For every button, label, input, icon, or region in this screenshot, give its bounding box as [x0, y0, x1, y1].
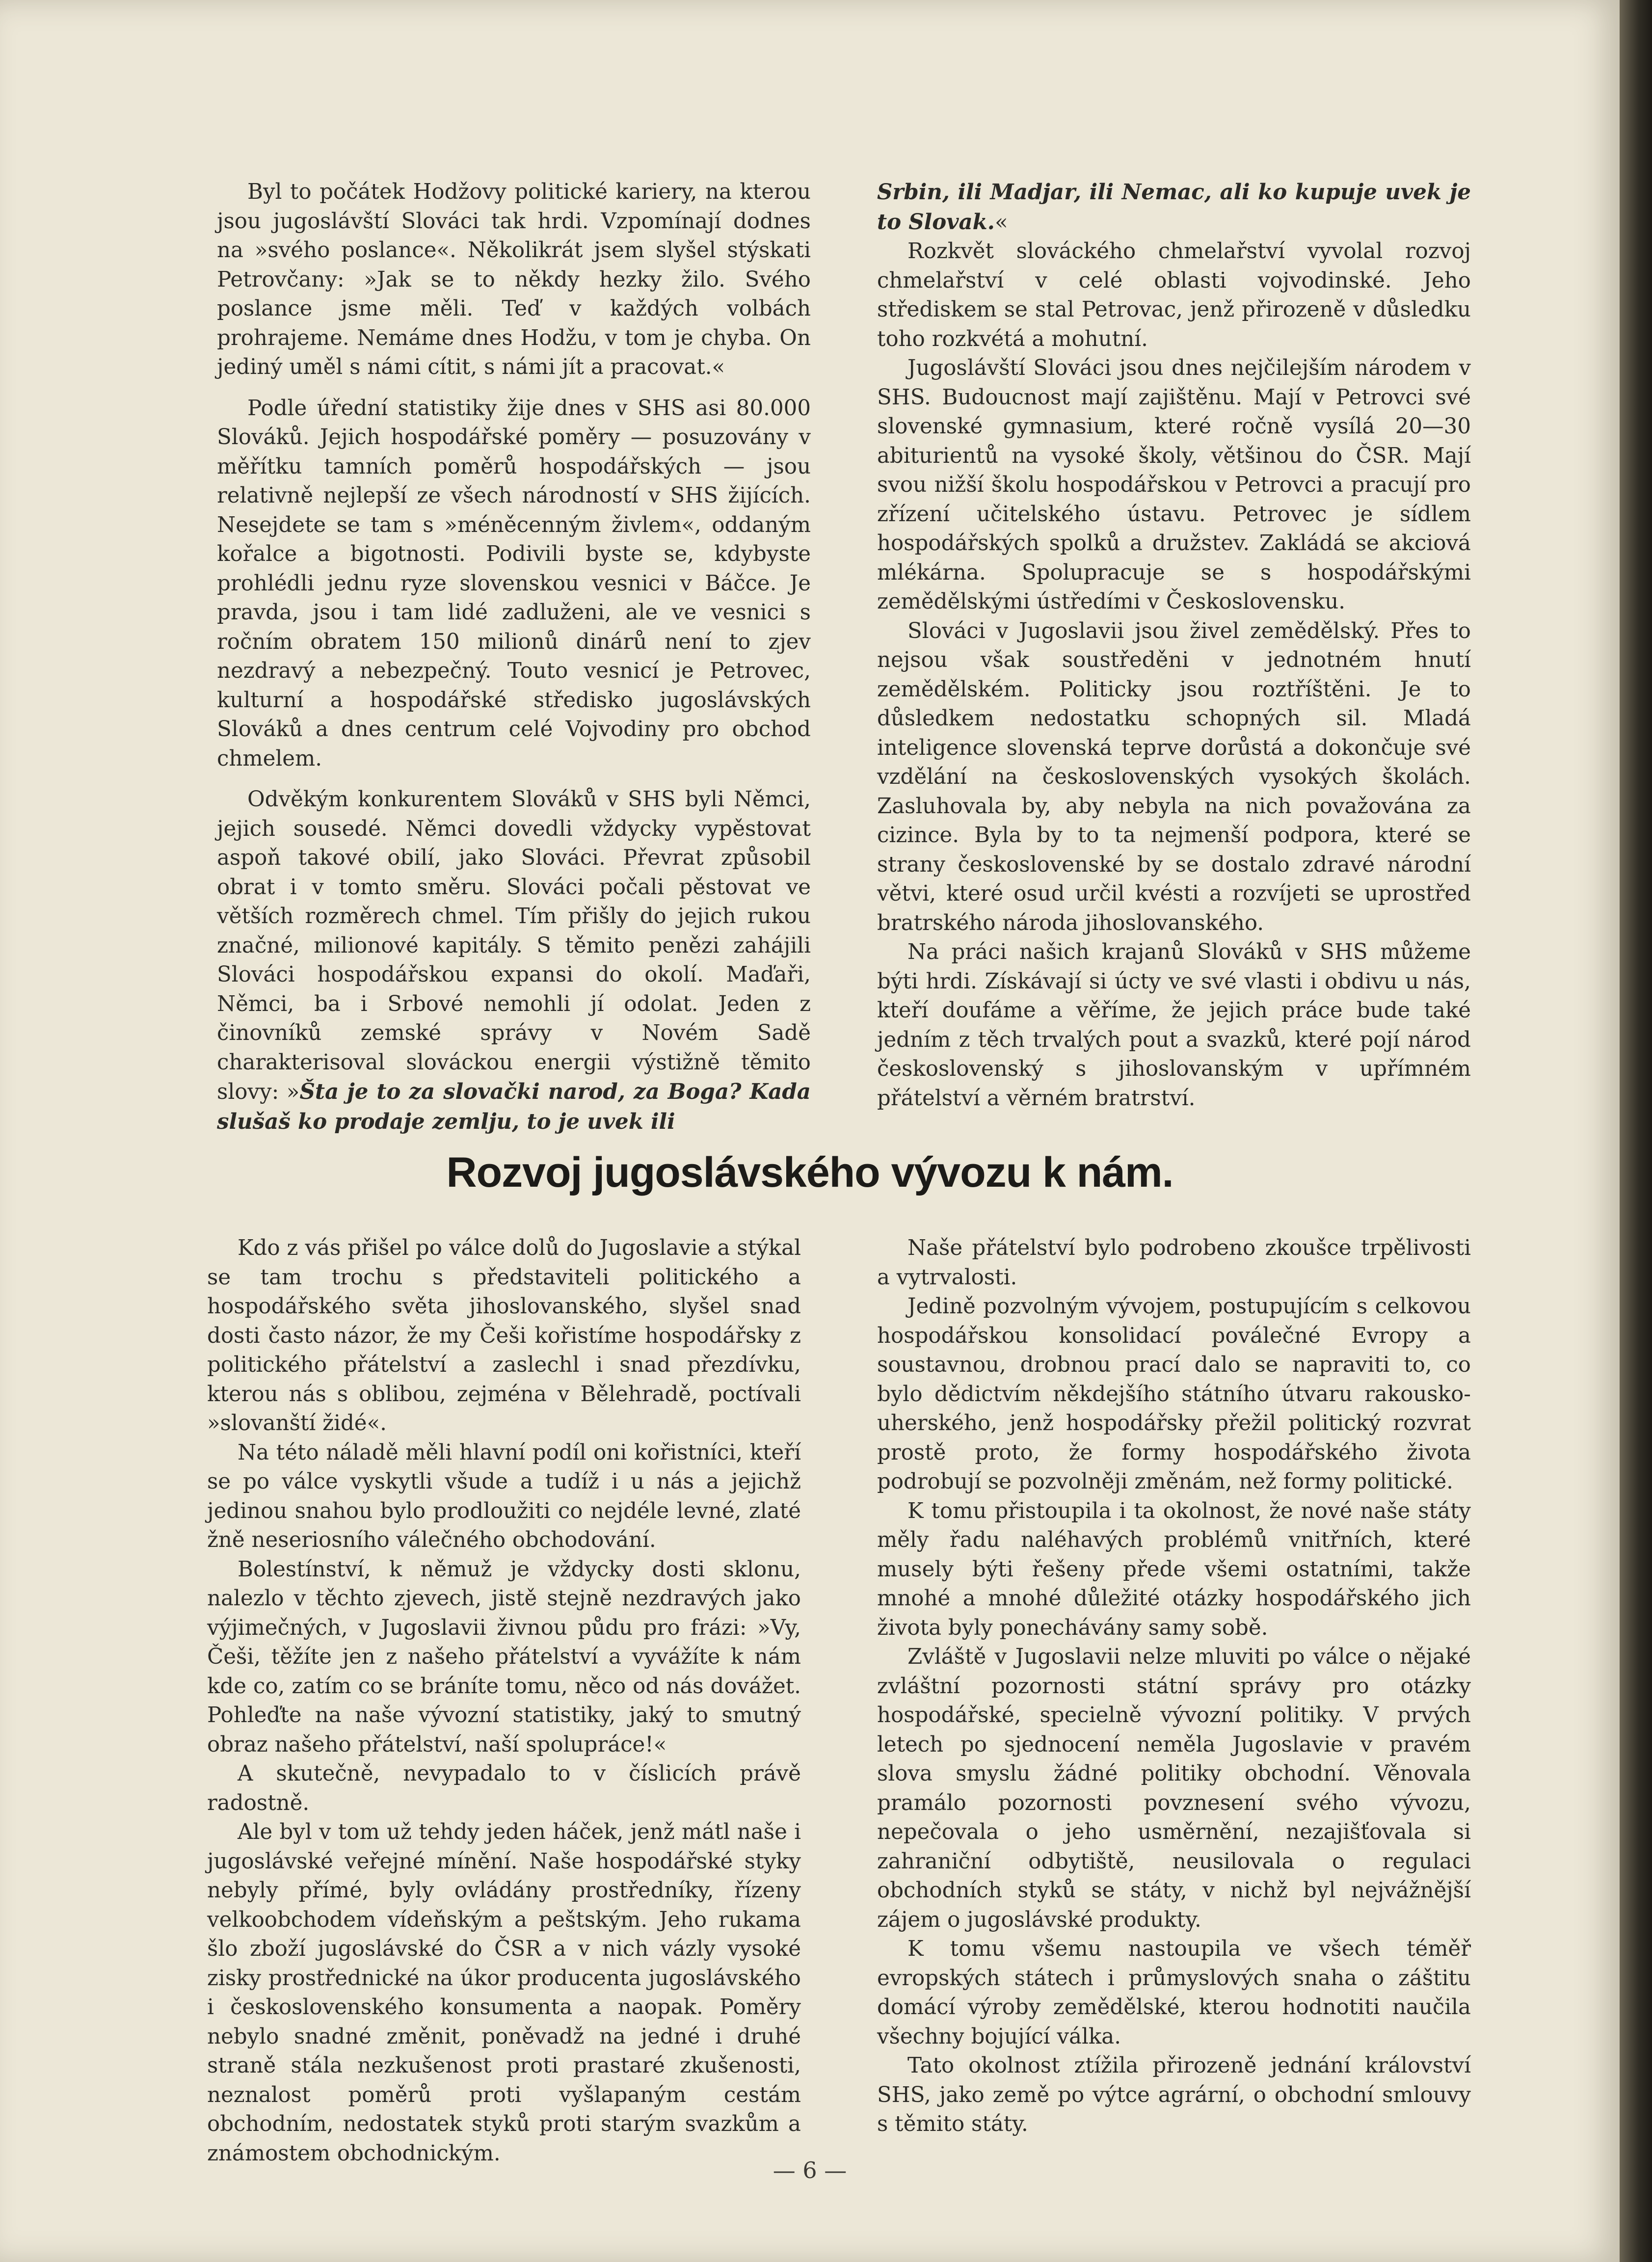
slovak-quote-end: Srbin, ili Madjar, ili Nemac, ali ko kupuje uvek je to Slovak. — [877, 180, 1471, 235]
paragraph: Rozkvět slováckého chmelařství vyvolal rozvoj chmelařství v celé oblasti vojvodinské. Jeho střediskem se stal Petrovac, jenž přirozeně v důsledku toho rozkvétá a mohutní. — [877, 239, 1471, 351]
paragraph: K tomu přistoupila i ta okolnost, že nové naše státy měly řadu naléhavých problémů vnitřních, které musely býti řešeny přede všemi ostatními, takže mnohé a mnohé důležité otázky hospodářského jich života byly ponechávány samy sobě. — [877, 1498, 1471, 1640]
page-number: — 6 — — [773, 2157, 847, 2183]
paragraph: Byl to počátek Hodžovy politické kariery, na kterou jsou jugoslávští Slováci tak hrdi. Vzpomínají dodnes na »svého poslance«. Několikrát jsem slyšel stýskati Petrovčany: »Jak se to někdy hezky žilo. Svého poslance jsme měli. Teď v každých volbách prohrajeme. Nemáme dnes Hodžu, v tom je chyba. On jediný uměl s námi cítit, s námi jít a pracovat.« — [217, 180, 811, 379]
paragraph: Kdo z vás přišel po válce dolů do Jugoslavie a stýkal se tam trochu s představiteli politického a hospodářského světa jihoslovanského, slyšel snad dosti často názor, že my Češi kořistíme hospodářsky z politického přátelství a zaslechl i snad přezdívku, kterou nás s oblibou, zejména v Bělehradě, poctívali »slovanští židé«. — [207, 1236, 801, 1436]
paragraph-text: Odvěkým konkurentem Slováků v SHS byli Němci, jejich sousedé. Němci dovedli vždycky vypěstovat aspoň takové obilí, jako Slováci. Převrat způsobil obrat i v tomto směru. Slováci počali pěstovat ve větších rozměrech chmel. Tím přišly do jejich rukou značné, milionové kapitály. S těmito penězi zahájili Slováci hospodářskou expansi do okolí. Maďaři, Němci, ba i Srbové nemohli jí odolat. Jeden z činovníků zemské správy v Novém Sadě charakterisoval slováckou energii výstižně těmito slovy: » — [217, 787, 811, 1104]
paragraph — [217, 785, 811, 1137]
paragraph: A skutečně, nevypadalo to v číslicích právě radostně. — [207, 1761, 801, 1815]
paragraph: Zvláště v Jugoslavii nelze mluviti po válce o nějaké zvláštní pozornosti státní správy pro otázky hospodářské, specielně vývozní politiky. V prvých letech po sjednocení neměla Jugoslavie v pravém slova smyslu žádné politiky obchodní. Věnovala pramálo pozornosti povznesení svého vývozu, nepečovala o jeho usměrnění, nezajišťovala si zahraniční odbytiště, neusilovala o regulaci obchodních styků se státy, v nichž byl nejvážnější zájem o jugoslávské produkty. — [877, 1645, 1471, 1932]
paragraph: Na této náladě měli hlavní podíl oni kořistníci, kteří se po válce vyskytli všude a tudíž i u nás a jejichž jedinou snahou bylo prodloužiti co nejdéle levné, zlaté žně neseriosního válečného obchodování. — [207, 1440, 801, 1552]
paragraph: Jedině pozvolným vývojem, postupujícím s celkovou hospodářskou konsolidací poválečné Evropy a soustavnou, drobnou prací dalo se napraviti to, co bylo dědictvím někdejšího státního útvaru rakousko-uherského, jenž hospodářsky přežil politický rozvrat prostě proto, že formy hospodářského života podrobují se pozvolněji změnám, než formy politické. — [877, 1294, 1471, 1494]
article2-left-column — [207, 1234, 801, 2168]
slovak-quote-start: Šta je to za slovački narod, za Boga? Kada slušaš ko prodaje zemlju, to je uvek ili — [217, 1079, 811, 1134]
paragraph: Slováci v Jugoslavii jsou živel zemědělský. Přes to nejsou však soustředěni v jednotném hnutí zemědělském. Politicky jsou roztříštěni. Je to důsledkem nedostatku schopných sil. Mladá inteligence slovenská teprve dorůstá a dokončuje své vzdělání na československých vysokých školách. Zasluhovala by, aby nebyla na nich považována za cizince. Byla by to ta nejmenší podpora, které se strany československé by se dostalo zdravé národní větvi, které osud určil kvésti a rozvíjeti se uprostřed bratrského národa jihoslovanského. — [877, 618, 1471, 935]
paragraph: Jugoslávští Slováci jsou dnes nejčilejším národem v SHS. Budoucnost mají zajištěnu. Mají v Petrovci své slovenské gymnasium, které ročně vysílá 20—30 abiturientů na vysoké školy, většinou do ČSR. Mají svou nižší školu hospodářskou v Petrovci a pracují pro zřízení učitelského ústavu. Petrovec je sídlem hospodářských spolků a družstev. Zakládá se akciová mlékárna. Spolupracuje se s hospodářskými zemědělskými ústředími v Československu. — [877, 356, 1471, 614]
quote-close: « — [994, 210, 1008, 235]
paragraph: Ale byl v tom už tehdy jeden háček, jenž mátl naše i jugoslávské veřejné mínění. Naše hospodářské styky nebyly přímé, byly ovládány prostředníky, řízeny velkoobchodem vídeňským a peštským. Jeho rukama šlo zboží jugoslávské do ČSR a v nich vázly vysoké zisky prostřednické na úkor producenta jugoslávského i československého konsumenta a naopak. Poměry nebylo snadné změnit, poněvadž na jedné i druhé straně stála nezkušenost proti prastaré zkušenosti, neznalost poměrů proti vyšlapaným cestám obchodním, nedostatek styků proti starým svazkům a známostem obchodnickým. — [207, 1820, 801, 2166]
paragraph: K tomu všemu nastoupila ve všech téměř evropských státech i průmyslových snaha o záštitu domácí výroby zemědělské, kterou hodnotiti naučila všechny bojující válka. — [877, 1937, 1471, 2049]
article1-right-column — [877, 178, 1471, 1113]
paragraph — [877, 178, 1471, 237]
paragraph: Naše přátelství bylo podrobeno zkoušce trpělivosti a vytrvalosti. — [877, 1236, 1471, 1290]
paragraph: Bolestínství, k němuž je vždycky dosti sklonu, nalezlo v těchto zjevech, jistě stejně nezdravých jako výjimečných, v Jugoslavii živnou půdu pro frázi: »Vy, Češi, těžíte jen z našeho přátelství a vyvážíte k nám kde co, zatím co se bráníte tomu, něco od nás dovážet. Pohleďte na naše vývozní statistiky, jaký to smutný obraz našeho přátelství, naší spolupráce!« — [207, 1557, 801, 1757]
paragraph: Tato okolnost ztížila přirozeně jednání království SHS, jako země po výtce agrární, o obchodní smlouvy s těmito státy. — [877, 2053, 1471, 2136]
article-title: Rozvoj jugoslávského vývozu k nám. — [446, 1149, 1173, 1196]
article2-right-column — [877, 1234, 1471, 2139]
book-spine-shadow — [1620, 0, 1652, 2262]
article1-left-column — [217, 178, 811, 1137]
paragraph: Podle úřední statistiky žije dnes v SHS asi 80.000 Slováků. Jejich hospodářské poměry — posuzovány v měřítku tamních poměrů hospodářských — jsou relativně nejlepší ze všech národností v SHS žijících. Nesejdete se tam s »méněcenným živlem«, oddaným kořalce a bigotnosti. Podivili byste se, kdybyste prohlédli jednu ryze slovenskou vesnici v Báčce. Je pravda, jsou i tam lidé zadluženi, ale ve vesnici s ročním obratem 150 milionů dinárů není to zjev nezdravý a nebezpečný. Touto vesnicí je Petrovec, kulturní a hospodářské středisko jugoslávských Slováků a dnes centrum celé Vojvodiny pro obchod chmelem. — [217, 396, 811, 771]
paragraph: Na práci našich krajanů Slováků v SHS můžeme býti hrdi. Získávají si úcty ve své vlasti i obdivu u nás, kteří doufáme a věříme, že jejich práce bude také jedním z těch trvalých pout a svazků, které pojí národ československý s jihoslovanským v upřímném přátelství a věrném bratrství. — [877, 940, 1471, 1111]
